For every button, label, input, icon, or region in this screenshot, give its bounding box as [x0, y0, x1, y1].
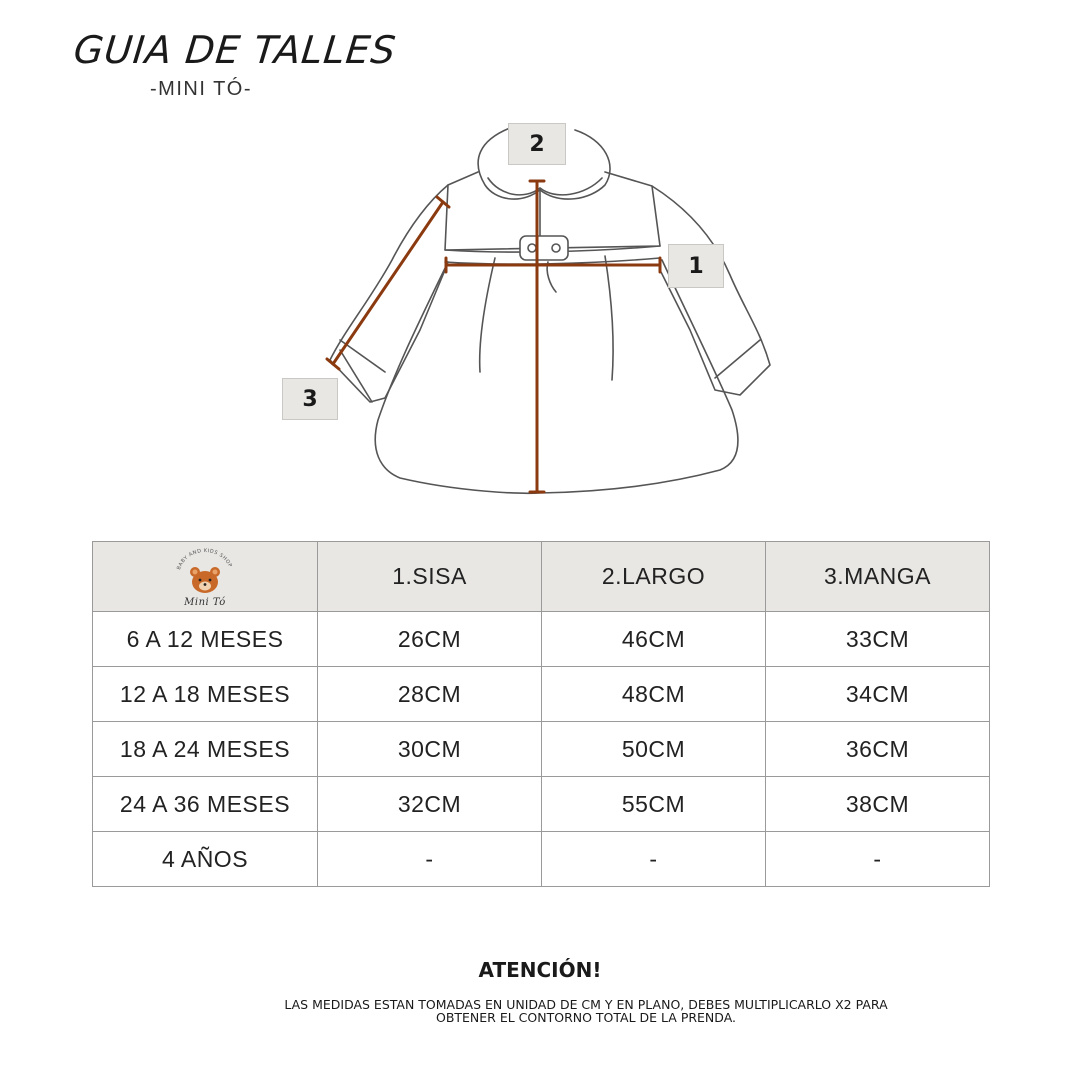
measure-label-3: 3 — [282, 378, 338, 420]
manga-cell: 33CM — [766, 612, 990, 667]
table-row — [93, 777, 990, 832]
logo-cell — [93, 542, 318, 612]
page-title: GUIA DE TALLES — [71, 28, 399, 72]
notice-line-2: OBTENER EL CONTORNO TOTAL DE LA PRENDA. — [435, 1010, 736, 1025]
measure-label-1: 1 — [668, 244, 724, 288]
table-row — [93, 722, 990, 777]
dress-illustration — [270, 110, 790, 510]
sisa-cell: 26CM — [318, 612, 542, 667]
size-cell: 4 AÑOS — [93, 832, 318, 887]
measure-line-manga — [333, 202, 443, 364]
table-header-row — [93, 542, 990, 612]
table-row — [93, 832, 990, 887]
svg-text:BABY AND KIDS SHOP — [176, 547, 233, 570]
manga-cell: 36CM — [766, 722, 990, 777]
sisa-cell: 32CM — [318, 777, 542, 832]
manga-cell: - — [766, 832, 990, 887]
size-cell: 24 A 36 MESES — [93, 777, 318, 832]
size-cell: 18 A 24 MESES — [93, 722, 318, 777]
brand-logo — [165, 546, 245, 608]
largo-cell: - — [542, 832, 766, 887]
largo-cell: 46CM — [542, 612, 766, 667]
manga-cell: 34CM — [766, 667, 990, 722]
largo-cell: 55CM — [542, 777, 766, 832]
notice-title: ATENCIÓN! — [478, 958, 602, 982]
logo-name: Mini Tó — [184, 596, 226, 608]
notice-text — [226, 998, 946, 1024]
skirt-outline — [375, 260, 738, 493]
page-subtitle: -MINI TÓ- — [150, 78, 253, 100]
largo-cell: 48CM — [542, 667, 766, 722]
bear-icon — [190, 567, 220, 593]
header-manga: 3.MANGA — [766, 542, 990, 612]
largo-cell: 50CM — [542, 722, 766, 777]
sisa-cell: - — [318, 832, 542, 887]
header-sisa: 1.SISA — [318, 542, 542, 612]
measure-label-2: 2 — [508, 123, 566, 165]
logo-arc-text: BABY AND KIDS SHOP — [175, 547, 234, 571]
size-table — [92, 541, 990, 887]
notice-line-1: LAS MEDIDAS ESTAN TOMADAS EN UNIDAD DE CM Y EN PLANO, DEBES MULTIPLICARLO X2 PARA — [284, 997, 888, 1012]
header-largo: 2.LARGO — [542, 542, 766, 612]
size-cell: 6 A 12 MESES — [93, 612, 318, 667]
sisa-cell: 30CM — [318, 722, 542, 777]
table-row — [93, 612, 990, 667]
sisa-cell: 28CM — [318, 667, 542, 722]
manga-cell: 38CM — [766, 777, 990, 832]
measurement-lines — [327, 181, 660, 492]
left-sleeve-outline — [330, 185, 448, 402]
table-row — [93, 667, 990, 722]
size-cell: 12 A 18 MESES — [93, 667, 318, 722]
